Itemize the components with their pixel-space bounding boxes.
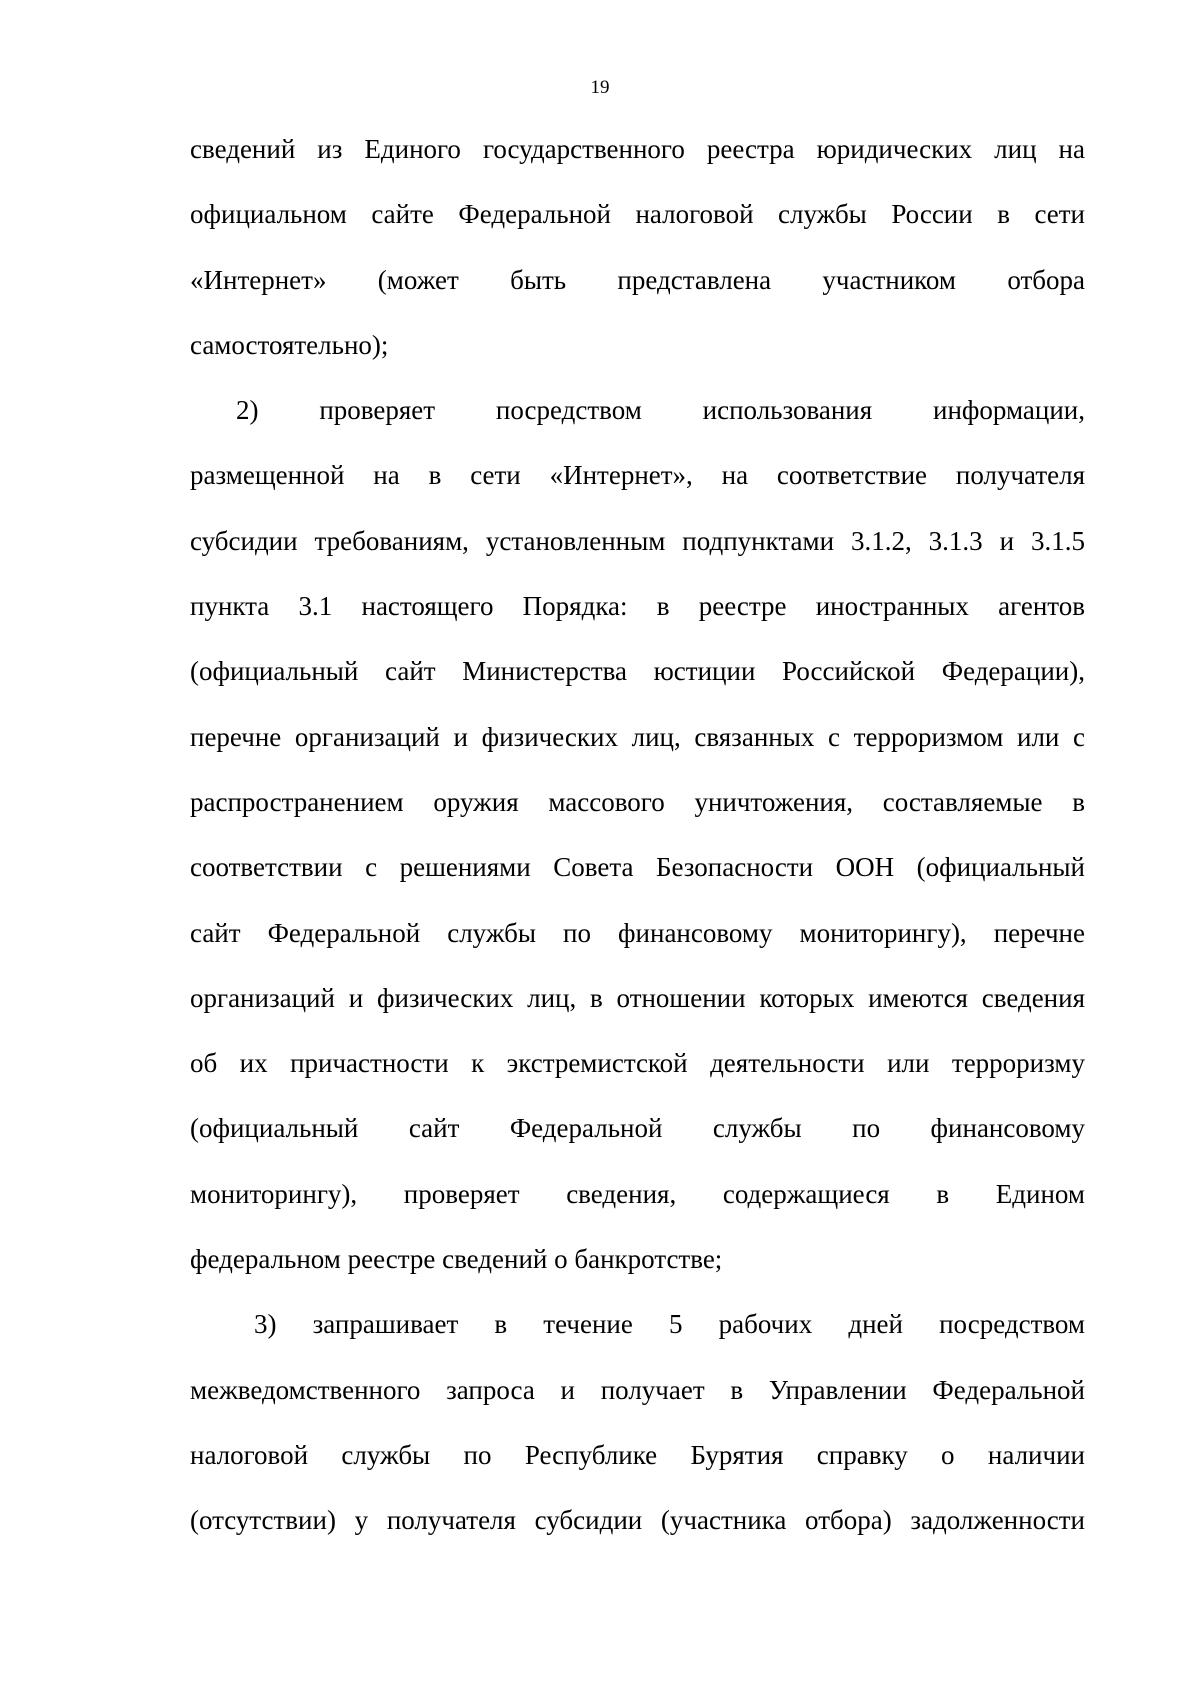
text-line: (официальный сайт Министерства юстиции Российской Федерации),: [190, 656, 1085, 687]
text-line: 2) проверяет посредством использования информации,: [236, 395, 1085, 426]
text-line: пункта 3.1 настоящего Порядка: в реестре иностранных агентов: [190, 591, 1085, 622]
text-line: мониторингу), проверяет сведения, содержащиеся в Едином: [190, 1178, 1085, 1209]
text-line: (официальный сайт Федеральной службы по финансовому: [190, 1113, 1085, 1144]
text-line: размещенной на в сети «Интернет», на соответствие получателя: [190, 460, 1085, 491]
text-line: сайт Федеральной службы по финансовому мониторингу), перечне: [190, 917, 1085, 948]
text-line: субсидии требованиям, установленным подпунктами 3.1.2, 3.1.3 и 3.1.5: [190, 525, 1085, 556]
text-line: межведомственного запроса и получает в Управлении Федеральной: [190, 1374, 1085, 1405]
document-body: [190, 117, 1085, 1554]
text-line: распространением оружия массового уничтожения, составляемые в: [190, 786, 1085, 817]
text-line: налоговой службы по Республике Бурятия справку о наличии: [190, 1439, 1085, 1470]
text-line: федеральном реестре сведений о банкротстве;: [190, 1244, 723, 1275]
text-line: самостоятельно);: [190, 329, 389, 360]
text-line: официальном сайте Федеральной налоговой службы России в сети: [190, 199, 1085, 230]
text-line: организаций и физических лиц, в отношении которых имеются сведения: [190, 982, 1085, 1013]
text-line: об их причастности к экстремистской деятельности или терроризму: [190, 1048, 1085, 1079]
text-line: сведений из Единого государственного реестра юридических лиц на: [190, 134, 1085, 164]
text-line: «Интернет» (может быть представлена участником отбора: [190, 264, 1085, 295]
text-line: (отсутствии) у получателя субсидии (участника отбора) задолженности: [190, 1505, 1085, 1536]
text-line: соответствии с решениями Совета Безопасности ООН (официальный: [190, 852, 1085, 883]
page-number: 19: [590, 77, 610, 98]
text-line: перечне организаций и физических лиц, связанных с терроризмом или с: [190, 721, 1085, 752]
text-line: 3) запрашивает в течение 5 рабочих дней посредством: [254, 1309, 1085, 1340]
